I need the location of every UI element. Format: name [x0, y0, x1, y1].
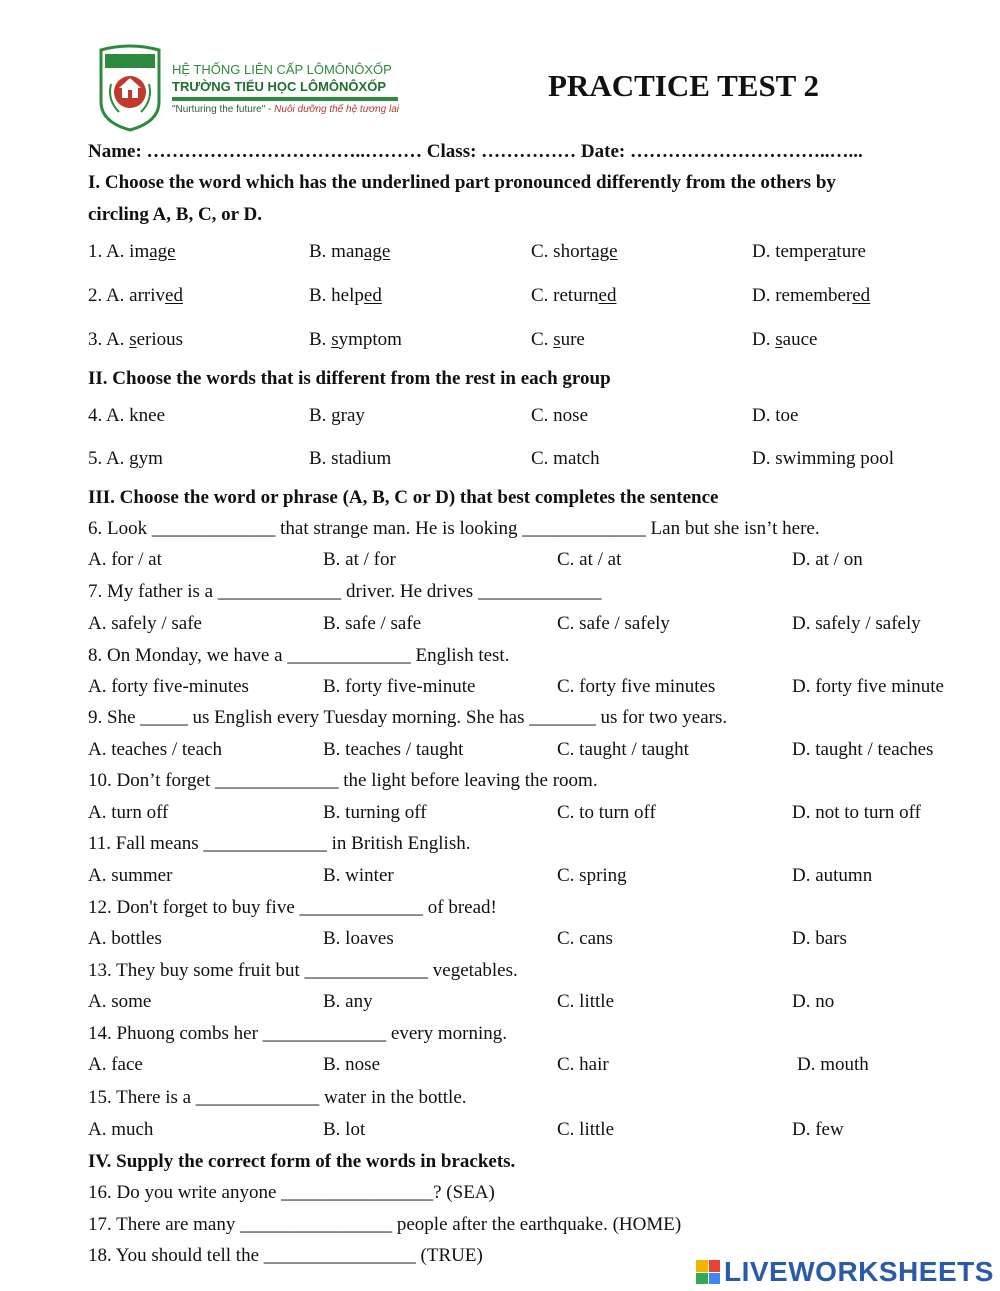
underlined-part: s	[553, 329, 561, 350]
question-8: 8. On Monday, we have a _____________ English test.	[88, 645, 510, 666]
q9-option-a[interactable]: A. teaches / teach	[88, 739, 222, 760]
q4-option-a[interactable]: 4. A. knee	[88, 405, 166, 426]
q5-option-d[interactable]: D. swimming pool	[752, 448, 894, 469]
student-info-line: Name: ……………………………..……… Class: …………… Date: …………………………..…...	[88, 141, 863, 162]
question-18[interactable]: 18. You should tell the ________________ (TRUE)	[88, 1245, 483, 1266]
school-system-name: HỆ THỐNG LIÊN CẤP LÔMÔNÔXỐP	[172, 62, 392, 77]
q11-option-c[interactable]: C. spring	[557, 865, 627, 886]
question-13: 13. They buy some fruit but _____________ vegetables.	[88, 960, 518, 981]
q10-option-b[interactable]: B. turning off	[323, 802, 427, 823]
question-16[interactable]: 16. Do you write anyone ________________? (SEA)	[88, 1182, 495, 1203]
school-slogan	[172, 104, 399, 115]
question-15: 15. There is a _____________ water in the bottle.	[88, 1087, 467, 1108]
underlined-part: ed	[363, 285, 382, 306]
q8-option-c[interactable]: C. forty five minutes	[557, 676, 716, 697]
q5-option-a[interactable]: 5. A. gym	[88, 448, 163, 469]
section4-heading: IV. Supply the correct form of the words in brackets.	[88, 1151, 516, 1172]
q15-option-b[interactable]: B. lot	[323, 1119, 366, 1140]
q12-option-c[interactable]: C. cans	[557, 928, 613, 949]
q15-option-c[interactable]: C. little	[557, 1119, 614, 1140]
q14-option-d[interactable]: D. mouth	[797, 1054, 869, 1075]
section1-heading-line2: circling A, B, C, or D.	[88, 204, 262, 225]
q12-option-b[interactable]: B. loaves	[323, 928, 394, 949]
question-9: 9. She _____ us English every Tuesday morning. She has _______ us for two years.	[88, 707, 728, 728]
q9-option-b[interactable]: B. teaches / taught	[323, 739, 464, 760]
school-logo	[97, 44, 163, 132]
q3-option-a[interactable]: 3. A. serious	[88, 329, 184, 350]
school-name: TRƯỜNG TIỂU HỌC LÔMÔNÔXỐP	[172, 79, 386, 94]
q4-option-b[interactable]: B. gray	[309, 405, 365, 426]
q14-option-a[interactable]: A. face	[88, 1054, 143, 1075]
section1-heading-line1: I. Choose the word which has the underlined part pronounced differently from the others by	[88, 172, 836, 193]
q8-option-b[interactable]: B. forty five-minute	[323, 676, 476, 697]
q1-option-c[interactable]: C. shortage	[531, 241, 618, 262]
header-divider	[172, 97, 398, 101]
underlined-part: s	[129, 329, 137, 350]
q10-option-d[interactable]: D. not to turn off	[792, 802, 921, 823]
q7-option-a[interactable]: A. safely / safe	[88, 613, 202, 634]
q13-option-c[interactable]: C. little	[557, 991, 614, 1012]
q12-option-a[interactable]: A. bottles	[88, 928, 162, 949]
question-11: 11. Fall means _____________ in British English.	[88, 833, 471, 854]
q10-option-c[interactable]: C. to turn off	[557, 802, 656, 823]
underlined-part: s	[331, 329, 339, 350]
question-10: 10. Don’t forget _____________ the light before leaving the room.	[88, 770, 598, 791]
q8-option-a[interactable]: A. forty five-minutes	[88, 676, 249, 697]
q4-option-c[interactable]: C. nose	[531, 405, 588, 426]
q8-option-d[interactable]: D. forty five minute	[792, 676, 944, 697]
q11-option-d[interactable]: D. autumn	[792, 865, 873, 886]
q13-option-a[interactable]: A. some	[88, 991, 152, 1012]
q2-option-c[interactable]: C. returned	[531, 285, 617, 306]
underlined-part: ed	[852, 285, 871, 306]
q15-option-d[interactable]: D. few	[792, 1119, 844, 1140]
underlined-part: age	[149, 241, 176, 262]
q13-option-d[interactable]: D. no	[792, 991, 835, 1012]
underlined-part: ed	[598, 285, 617, 306]
q1-option-a[interactable]: 1. A. image	[88, 241, 176, 262]
slogan-en: "Nurturing the future" -	[172, 104, 275, 115]
q7-option-c[interactable]: C. safe / safely	[557, 613, 670, 634]
q11-option-a[interactable]: A. summer	[88, 865, 173, 886]
section2-heading: II. Choose the words that is different from the rest in each group	[88, 368, 611, 389]
question-17[interactable]: 17. There are many ________________ people after the earthquake. (HOME)	[88, 1214, 682, 1235]
q14-option-b[interactable]: B. nose	[323, 1054, 380, 1075]
page-title: PRACTICE TEST 2	[548, 68, 820, 103]
brand-name: LIVEWORKSHEETS	[724, 1256, 994, 1287]
q4-option-d[interactable]: D. toe	[752, 405, 799, 426]
underlined-part: age	[591, 241, 618, 262]
underlined-part: a	[827, 241, 837, 262]
q9-option-c[interactable]: C. taught / taught	[557, 739, 689, 760]
q14-option-c[interactable]: C. hair	[557, 1054, 609, 1075]
underlined-part: ed	[165, 285, 183, 306]
q5-option-b[interactable]: B. stadium	[309, 448, 392, 469]
q13-option-b[interactable]: B. any	[323, 991, 373, 1012]
question-7: 7. My father is a _____________ driver. He drives _____________	[88, 581, 602, 602]
q12-option-d[interactable]: D. bars	[792, 928, 847, 949]
q10-option-a[interactable]: A. turn off	[88, 802, 169, 823]
q3-option-c[interactable]: C. sure	[531, 329, 585, 350]
underlined-part: age	[363, 241, 391, 262]
q6-option-b[interactable]: B. at / for	[323, 549, 396, 570]
q6-option-d[interactable]: D. at / on	[792, 549, 863, 570]
q1-option-b[interactable]: B. manage	[309, 241, 391, 262]
q3-option-b[interactable]: B. symptom	[309, 329, 402, 350]
q15-option-a[interactable]: A. much	[88, 1119, 154, 1140]
question-14: 14. Phuong combs her _____________ every morning.	[88, 1023, 508, 1044]
q2-option-a[interactable]: 2. A. arrived	[88, 285, 183, 306]
cube-icon	[696, 1260, 720, 1284]
q7-option-b[interactable]: B. safe / safe	[323, 613, 422, 634]
q11-option-b[interactable]: B. winter	[323, 865, 394, 886]
slogan-vn: Nuôi dưỡng thế hệ tương lai	[274, 104, 399, 115]
q9-option-d[interactable]: D. taught / teaches	[792, 739, 934, 760]
question-12: 12. Don't forget to buy five _____________ of bread!	[88, 897, 497, 918]
q2-option-d[interactable]: D. remembered	[752, 285, 871, 306]
q3-option-d[interactable]: D. sauce	[752, 329, 818, 350]
q6-option-c[interactable]: C. at / at	[557, 549, 622, 570]
q6-option-a[interactable]: A. for / at	[88, 549, 162, 570]
q5-option-c[interactable]: C. match	[531, 448, 600, 469]
liveworksheets-logo	[696, 1255, 994, 1289]
q2-option-b[interactable]: B. helped	[309, 285, 382, 306]
section3-heading: III. Choose the word or phrase (A, B, C or D) that best completes the sentence	[88, 487, 719, 508]
question-6: 6. Look _____________ that strange man. He is looking _____________ Lan but she isn’t here.	[88, 518, 820, 539]
underlined-part: s	[775, 329, 783, 350]
q7-option-d[interactable]: D. safely / safely	[792, 613, 921, 634]
q1-option-d[interactable]: D. temperature	[752, 241, 866, 262]
